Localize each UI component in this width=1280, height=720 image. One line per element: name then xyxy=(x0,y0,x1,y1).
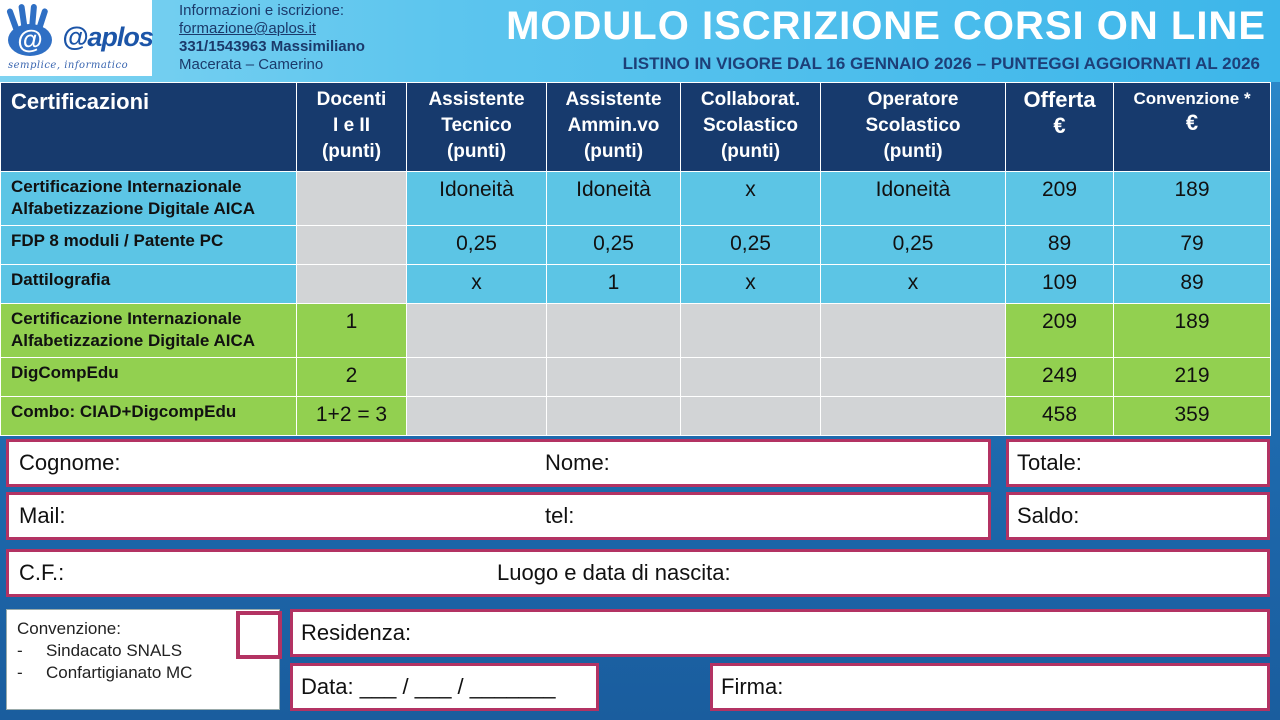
cell-convenzione: 189 xyxy=(1114,304,1271,358)
cell-collab: x xyxy=(681,172,821,226)
empty-cell xyxy=(547,304,681,358)
empty-cell xyxy=(297,172,407,226)
hand-logo-icon xyxy=(2,2,62,62)
table-row xyxy=(1,358,1271,397)
price-table xyxy=(0,82,1271,436)
header-operatore-scolastico: Operatore Scolastico (punti) xyxy=(821,83,1006,172)
phone-number: 331/1543963 Massimiliano xyxy=(179,38,365,55)
cell-operatore: Idoneità xyxy=(821,172,1006,226)
table-row xyxy=(1,265,1271,304)
luogo-nascita-label: Luogo e data di nascita: xyxy=(497,560,731,585)
cell-collab: 0,25 xyxy=(681,226,821,265)
cell-convenzione: 89 xyxy=(1114,265,1271,304)
saldo-label: Saldo: xyxy=(1017,503,1080,528)
cell-offerta: 458 xyxy=(1006,397,1114,436)
cell-offerta: 109 xyxy=(1006,265,1114,304)
row-label: DigCompEdu xyxy=(1,358,297,397)
mail-label: Mail: xyxy=(19,503,66,528)
header-assistente-tecnico: Assistente Tecnico (punti) xyxy=(407,83,547,172)
empty-cell xyxy=(297,265,407,304)
convenzione-item: - Confartigianato MC xyxy=(17,663,193,682)
cf-luogo-field[interactable] xyxy=(6,549,1270,597)
header-offerta: Offerta € xyxy=(1006,83,1114,172)
header-convenzione: Convenzione * € xyxy=(1114,83,1271,172)
convenzione-title: Convenzione: xyxy=(17,619,121,638)
cell-docenti: 2 xyxy=(297,358,407,397)
table-row xyxy=(1,226,1271,265)
info-heading: Informazioni e iscrizione: xyxy=(179,2,345,19)
cell-collab: x xyxy=(681,265,821,304)
cell-tecnico: Idoneità xyxy=(407,172,547,226)
cell-ammin: 1 xyxy=(547,265,681,304)
row-label: Dattilografia xyxy=(1,265,297,304)
cell-convenzione: 189 xyxy=(1114,172,1271,226)
cf-label: C.F.: xyxy=(19,560,65,585)
cell-offerta: 89 xyxy=(1006,226,1114,265)
totale-label: Totale: xyxy=(1017,450,1082,475)
empty-cell xyxy=(821,358,1006,397)
header-assistente-amministrativo: Assistente Ammin.vo (punti) xyxy=(547,83,681,172)
cognome-label: Cognome: xyxy=(19,450,121,475)
aplos-logo xyxy=(0,0,152,76)
table-header-row xyxy=(1,83,1271,172)
data-field[interactable] xyxy=(290,663,599,711)
page-subtitle: LISTINO IN VIGORE DAL 16 GENNAIO 2026 – PUNTEGGI AGGIORNATI AL 2026 xyxy=(622,54,1260,73)
svg-text:@: @ xyxy=(17,24,43,54)
cell-offerta: 249 xyxy=(1006,358,1114,397)
cell-docenti: 1+2 = 3 xyxy=(297,397,407,436)
cell-convenzione: 219 xyxy=(1114,358,1271,397)
firma-field[interactable] xyxy=(710,663,1270,711)
mail-tel-field[interactable] xyxy=(6,492,991,540)
cell-offerta: 209 xyxy=(1006,304,1114,358)
saldo-field[interactable] xyxy=(1006,492,1270,540)
totale-field[interactable] xyxy=(1006,439,1270,487)
row-label: Combo: CIAD+DigcompEdu xyxy=(1,397,297,436)
cognome-nome-field[interactable] xyxy=(6,439,991,487)
email-link[interactable]: formazione@aplos.it xyxy=(179,20,316,37)
cell-docenti: 1 xyxy=(297,304,407,358)
header-certificazioni: Certificazioni xyxy=(1,83,297,172)
row-label: Certificazione Internazionale Alfabetizzazione Digitale AICA xyxy=(1,172,297,226)
cell-convenzione: 79 xyxy=(1114,226,1271,265)
cell-operatore: x xyxy=(821,265,1006,304)
data-label: Data: ___ / ___ / _______ xyxy=(301,674,556,699)
cell-offerta: 209 xyxy=(1006,172,1114,226)
firma-label: Firma: xyxy=(721,674,784,699)
empty-cell xyxy=(547,397,681,436)
empty-cell xyxy=(407,304,547,358)
empty-cell xyxy=(681,304,821,358)
cell-tecnico: 0,25 xyxy=(407,226,547,265)
empty-cell xyxy=(821,397,1006,436)
empty-cell xyxy=(297,226,407,265)
table-row xyxy=(1,304,1271,358)
cell-operatore: 0,25 xyxy=(821,226,1006,265)
logo-name: @aplos xyxy=(62,22,153,52)
empty-cell xyxy=(681,397,821,436)
row-label: FDP 8 moduli / Patente PC xyxy=(1,226,297,265)
empty-cell xyxy=(407,397,547,436)
tel-label: tel: xyxy=(545,503,575,528)
header-collaboratore-scolastico: Collaborat. Scolastico (punti) xyxy=(681,83,821,172)
cell-ammin: 0,25 xyxy=(547,226,681,265)
table-row xyxy=(1,397,1271,436)
cell-ammin: Idoneità xyxy=(547,172,681,226)
convenzione-item: - Sindacato SNALS xyxy=(17,641,183,660)
empty-cell xyxy=(821,304,1006,358)
location: Macerata – Camerino xyxy=(179,56,324,73)
table-row xyxy=(1,172,1271,226)
nome-label: Nome: xyxy=(545,450,610,475)
empty-cell xyxy=(407,358,547,397)
header-docenti: Docenti I e II (punti) xyxy=(297,83,407,172)
residenza-field[interactable] xyxy=(290,609,1270,657)
cell-convenzione: 359 xyxy=(1114,397,1271,436)
convenzione-checkbox[interactable] xyxy=(236,611,282,659)
row-label: Certificazione Internazionale Alfabetizzazione Digitale AICA xyxy=(1,304,297,358)
cell-tecnico: x xyxy=(407,265,547,304)
empty-cell xyxy=(681,358,821,397)
page-title: MODULO ISCRIZIONE CORSI ON LINE xyxy=(506,4,1266,48)
logo-tagline: semplice, informatico xyxy=(8,60,129,71)
empty-cell xyxy=(547,358,681,397)
residenza-label: Residenza: xyxy=(301,620,412,645)
contact-info xyxy=(179,2,365,74)
